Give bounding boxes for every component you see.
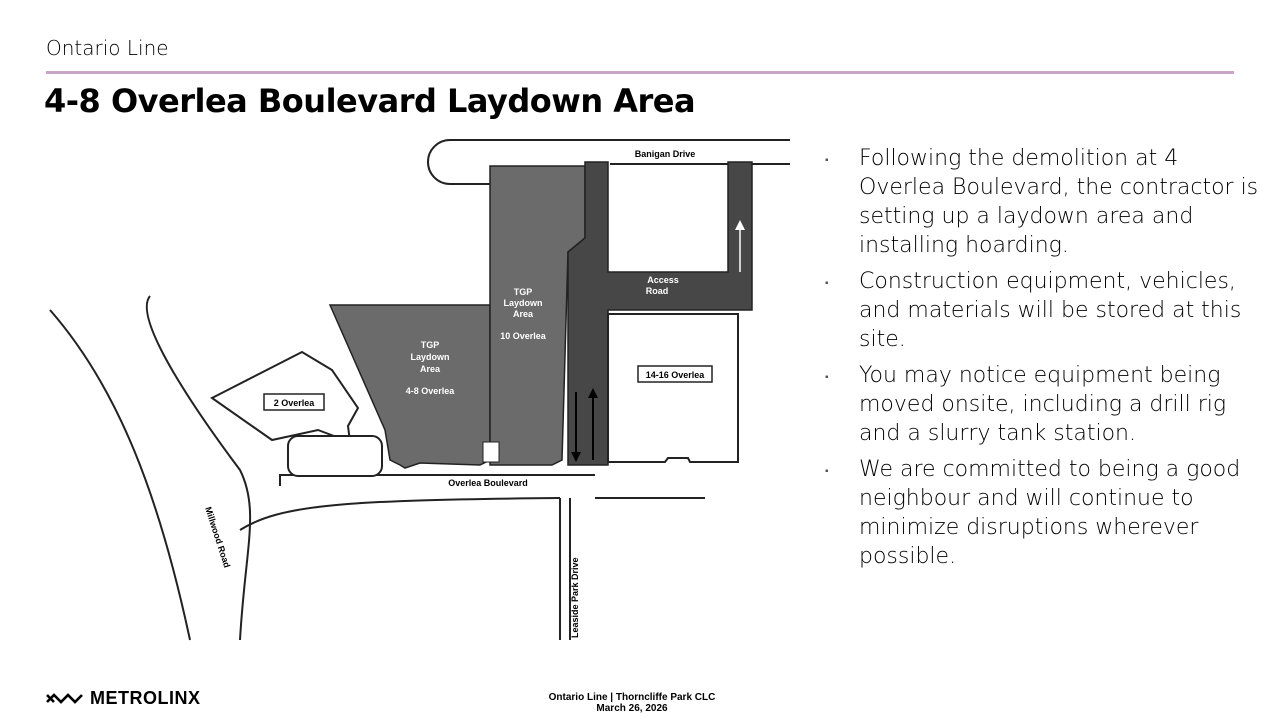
parking-lot [288, 436, 382, 476]
bullet-icon: ▪ [825, 278, 829, 289]
bullet-item: ▪ We are committed to being a good neighbour and will continue to minimize disruptions wherever possible. [825, 457, 1241, 569]
svg-text:TGP: TGP [513, 287, 533, 297]
footer-event: Ontario Line | Thorncliffe Park CLC [548, 692, 716, 703]
millwood-road-label: Millwood Road [203, 505, 233, 570]
bullet-item: ▪ You may notice equipment being moved onsite, including a drill rig and a slurry tank station. [825, 363, 1227, 446]
header-divider [46, 71, 1234, 74]
site-map [40, 130, 810, 650]
bullet-item: ▪ Construction equipment, vehicles, and materials will be stored at this site. [825, 269, 1242, 352]
bullet-list [825, 144, 1265, 578]
metrolinx-logo [46, 686, 201, 710]
bullet-icon: ▪ [825, 466, 829, 477]
svg-text:10 Overlea: 10 Overlea [500, 331, 546, 341]
overlea-boulevard-label: Overlea Boulevard [448, 478, 528, 488]
bullet-icon: ▪ [825, 372, 829, 383]
metrolinx-logo-icon [46, 691, 84, 705]
svg-text:Area: Area [419, 364, 441, 374]
bullet-icon: ▪ [825, 155, 829, 166]
metrolinx-wordmark: METROLINX [90, 687, 201, 708]
millwood-road [50, 296, 250, 640]
svg-text:4-8 Overlea: 4-8 Overlea [405, 386, 455, 396]
section-eyebrow: Ontario Line [46, 36, 169, 60]
svg-text:Laydown: Laydown [503, 298, 543, 308]
overlea-boulevard-road [240, 475, 705, 640]
svg-text:Road: Road [645, 286, 669, 296]
banigan-drive-label: Banigan Drive [634, 149, 696, 159]
leaside-park-label: Leaside Park Drive [570, 557, 580, 638]
svg-text:TGP: TGP [420, 340, 440, 350]
bullet-item: ▪ Following the demolition at 4 Overlea Boulevard, the contractor is setting up a laydown area and installing hoarding. [825, 146, 1259, 258]
gate-overlea [483, 442, 499, 462]
svg-text:Access: Access [647, 275, 679, 285]
footer-meta [500, 692, 764, 714]
svg-text:Area: Area [512, 309, 534, 319]
svg-text:Laydown: Laydown [410, 352, 450, 362]
building-14-16-label: 14-16 Overlea [645, 370, 705, 380]
building-2-overlea-label: 2 Overlea [273, 398, 315, 408]
footer-date: March 26, 2026 [596, 703, 668, 714]
building-14-16-overlea [608, 314, 738, 462]
page-title: 4-8 Overlea Boulevard Laydown Area [44, 82, 696, 120]
